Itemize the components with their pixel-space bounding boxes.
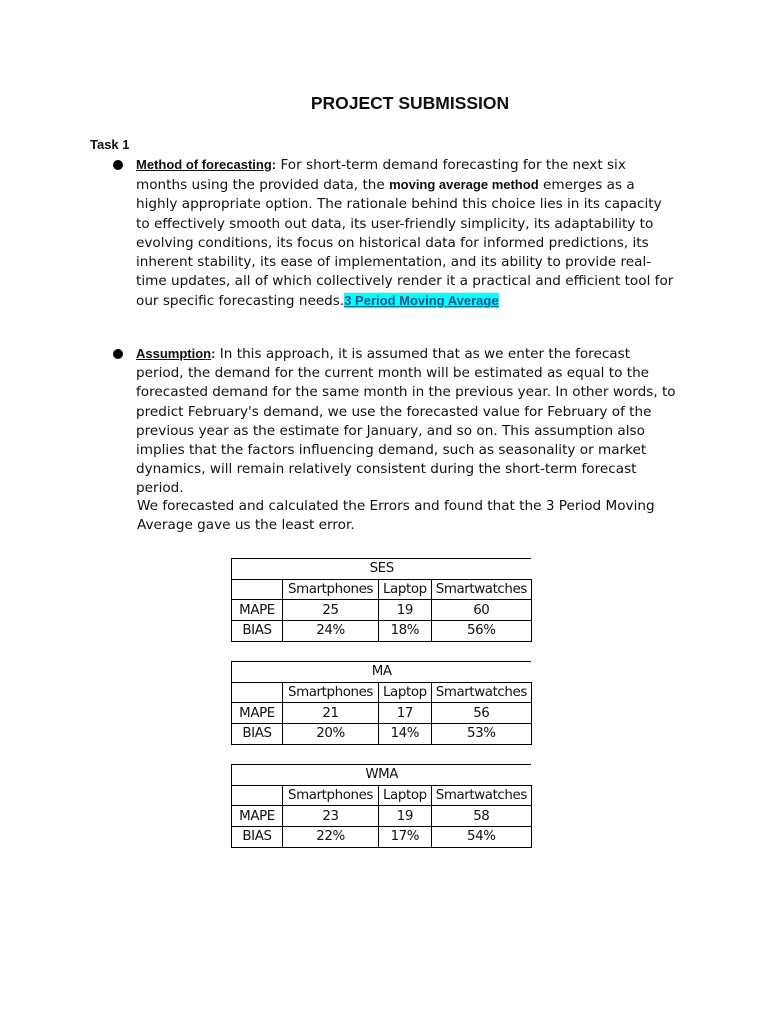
table-header-row [232,682,532,703]
table-row [232,703,532,724]
header-cell: Smartphones [283,682,379,703]
table-row [232,621,532,642]
table-cell: 17 [379,703,432,724]
row-label: BIAS [232,724,283,745]
table-cell: 21 [283,703,379,724]
bullet-icon [113,349,123,359]
table-cell: 56 [431,703,531,724]
table-cell: 54% [431,827,531,848]
table-cell: 24% [283,621,379,642]
row-label: BIAS [232,827,283,848]
row-label: MAPE [232,703,283,724]
assumption-lead-colon: : [211,346,216,361]
row-label: MAPE [232,600,283,621]
table-title: WMA [232,765,532,786]
method-lead-colon: : [271,157,277,172]
assumption-lead: Assumption [136,346,212,361]
table-title-row [232,662,532,683]
table-header-row [232,579,532,600]
header-cell: Smartwatches [431,682,531,703]
table-cell: 25 [283,600,379,621]
table-cell: 17% [379,827,432,848]
header-cell [232,785,283,806]
table-title-row [232,559,532,580]
table-row [232,600,532,621]
header-cell: Smartwatches [431,785,531,806]
bullet-icon [113,160,123,170]
method-text-1: For short-term demand forecasting for the next six months using the provided data, the [136,157,626,194]
table-cell: 18% [379,621,432,642]
table-cell: 53% [431,724,531,745]
table-title: SES [232,559,532,580]
assumption-bullet [136,344,676,499]
table-cell: 23 [283,806,379,827]
row-label: MAPE [232,806,283,827]
table-row [232,724,532,745]
method-bullet [136,155,676,312]
table-cell: 19 [379,600,432,621]
table-cell: 14% [379,724,432,745]
ses-table [231,558,532,642]
table-row [232,827,532,848]
method-bold-phrase: moving average method [389,177,539,193]
table-cell: 60 [431,600,531,621]
conclusion-paragraph: We forecasted and calculated the Errors and found that the 3 Period Moving Average gave us the least error. [137,498,655,534]
table-title: MA [232,662,532,683]
table-header-row [232,785,532,806]
table-title-row [232,765,532,786]
page-title: PROJECT SUBMISSION [310,93,510,113]
table-cell: 19 [379,806,432,827]
table-cell: 58 [431,806,531,827]
wma-table [231,764,532,848]
header-cell: Laptop [379,682,432,703]
highlighted-link[interactable]: 3 Period Moving Average [344,293,499,309]
assumption-text: In this approach, it is assumed that as we enter the forecast period, the demand for the current month will be estimated as equal to the forecasted demand for the same month in the previous year. In other words, to predict February's demand, we use the forecasted value for February of the previous year as the estimate for January, and so on. This assumption also implies that the factors influencing demand, such as seasonality or market dynamics, will remain relatively consistent during the short-term forecast period. [136,346,676,497]
header-cell: Smartwatches [431,579,531,600]
row-label: BIAS [232,621,283,642]
table-cell: 56% [431,621,531,642]
method-lead: Method of forecasting [136,157,272,172]
header-cell [232,682,283,703]
header-cell: Laptop [379,579,432,600]
header-cell [232,579,283,600]
header-cell: Smartphones [283,579,379,600]
assumption-paragraph [136,344,676,499]
table-row [232,806,532,827]
header-cell: Laptop [379,785,432,806]
ma-table [231,661,532,745]
task-heading: Task 1 [90,137,130,152]
method-text-2: emerges as a highly appropriate option. The rationale behind this choice lies in its capacity to effectively smooth out data, its user-friendly simplicity, its adaptability to evolving conditions, its focus on historical data for informed predictions, its inherent stability, its ease of implementation, and its ability to provide real-time updates, all of which collectively render it a practical and efficient tool for our specific forecasting needs. [136,177,674,310]
table-cell: 22% [283,827,379,848]
table-cell: 20% [283,724,379,745]
header-cell: Smartphones [283,785,379,806]
method-paragraph [136,155,676,312]
